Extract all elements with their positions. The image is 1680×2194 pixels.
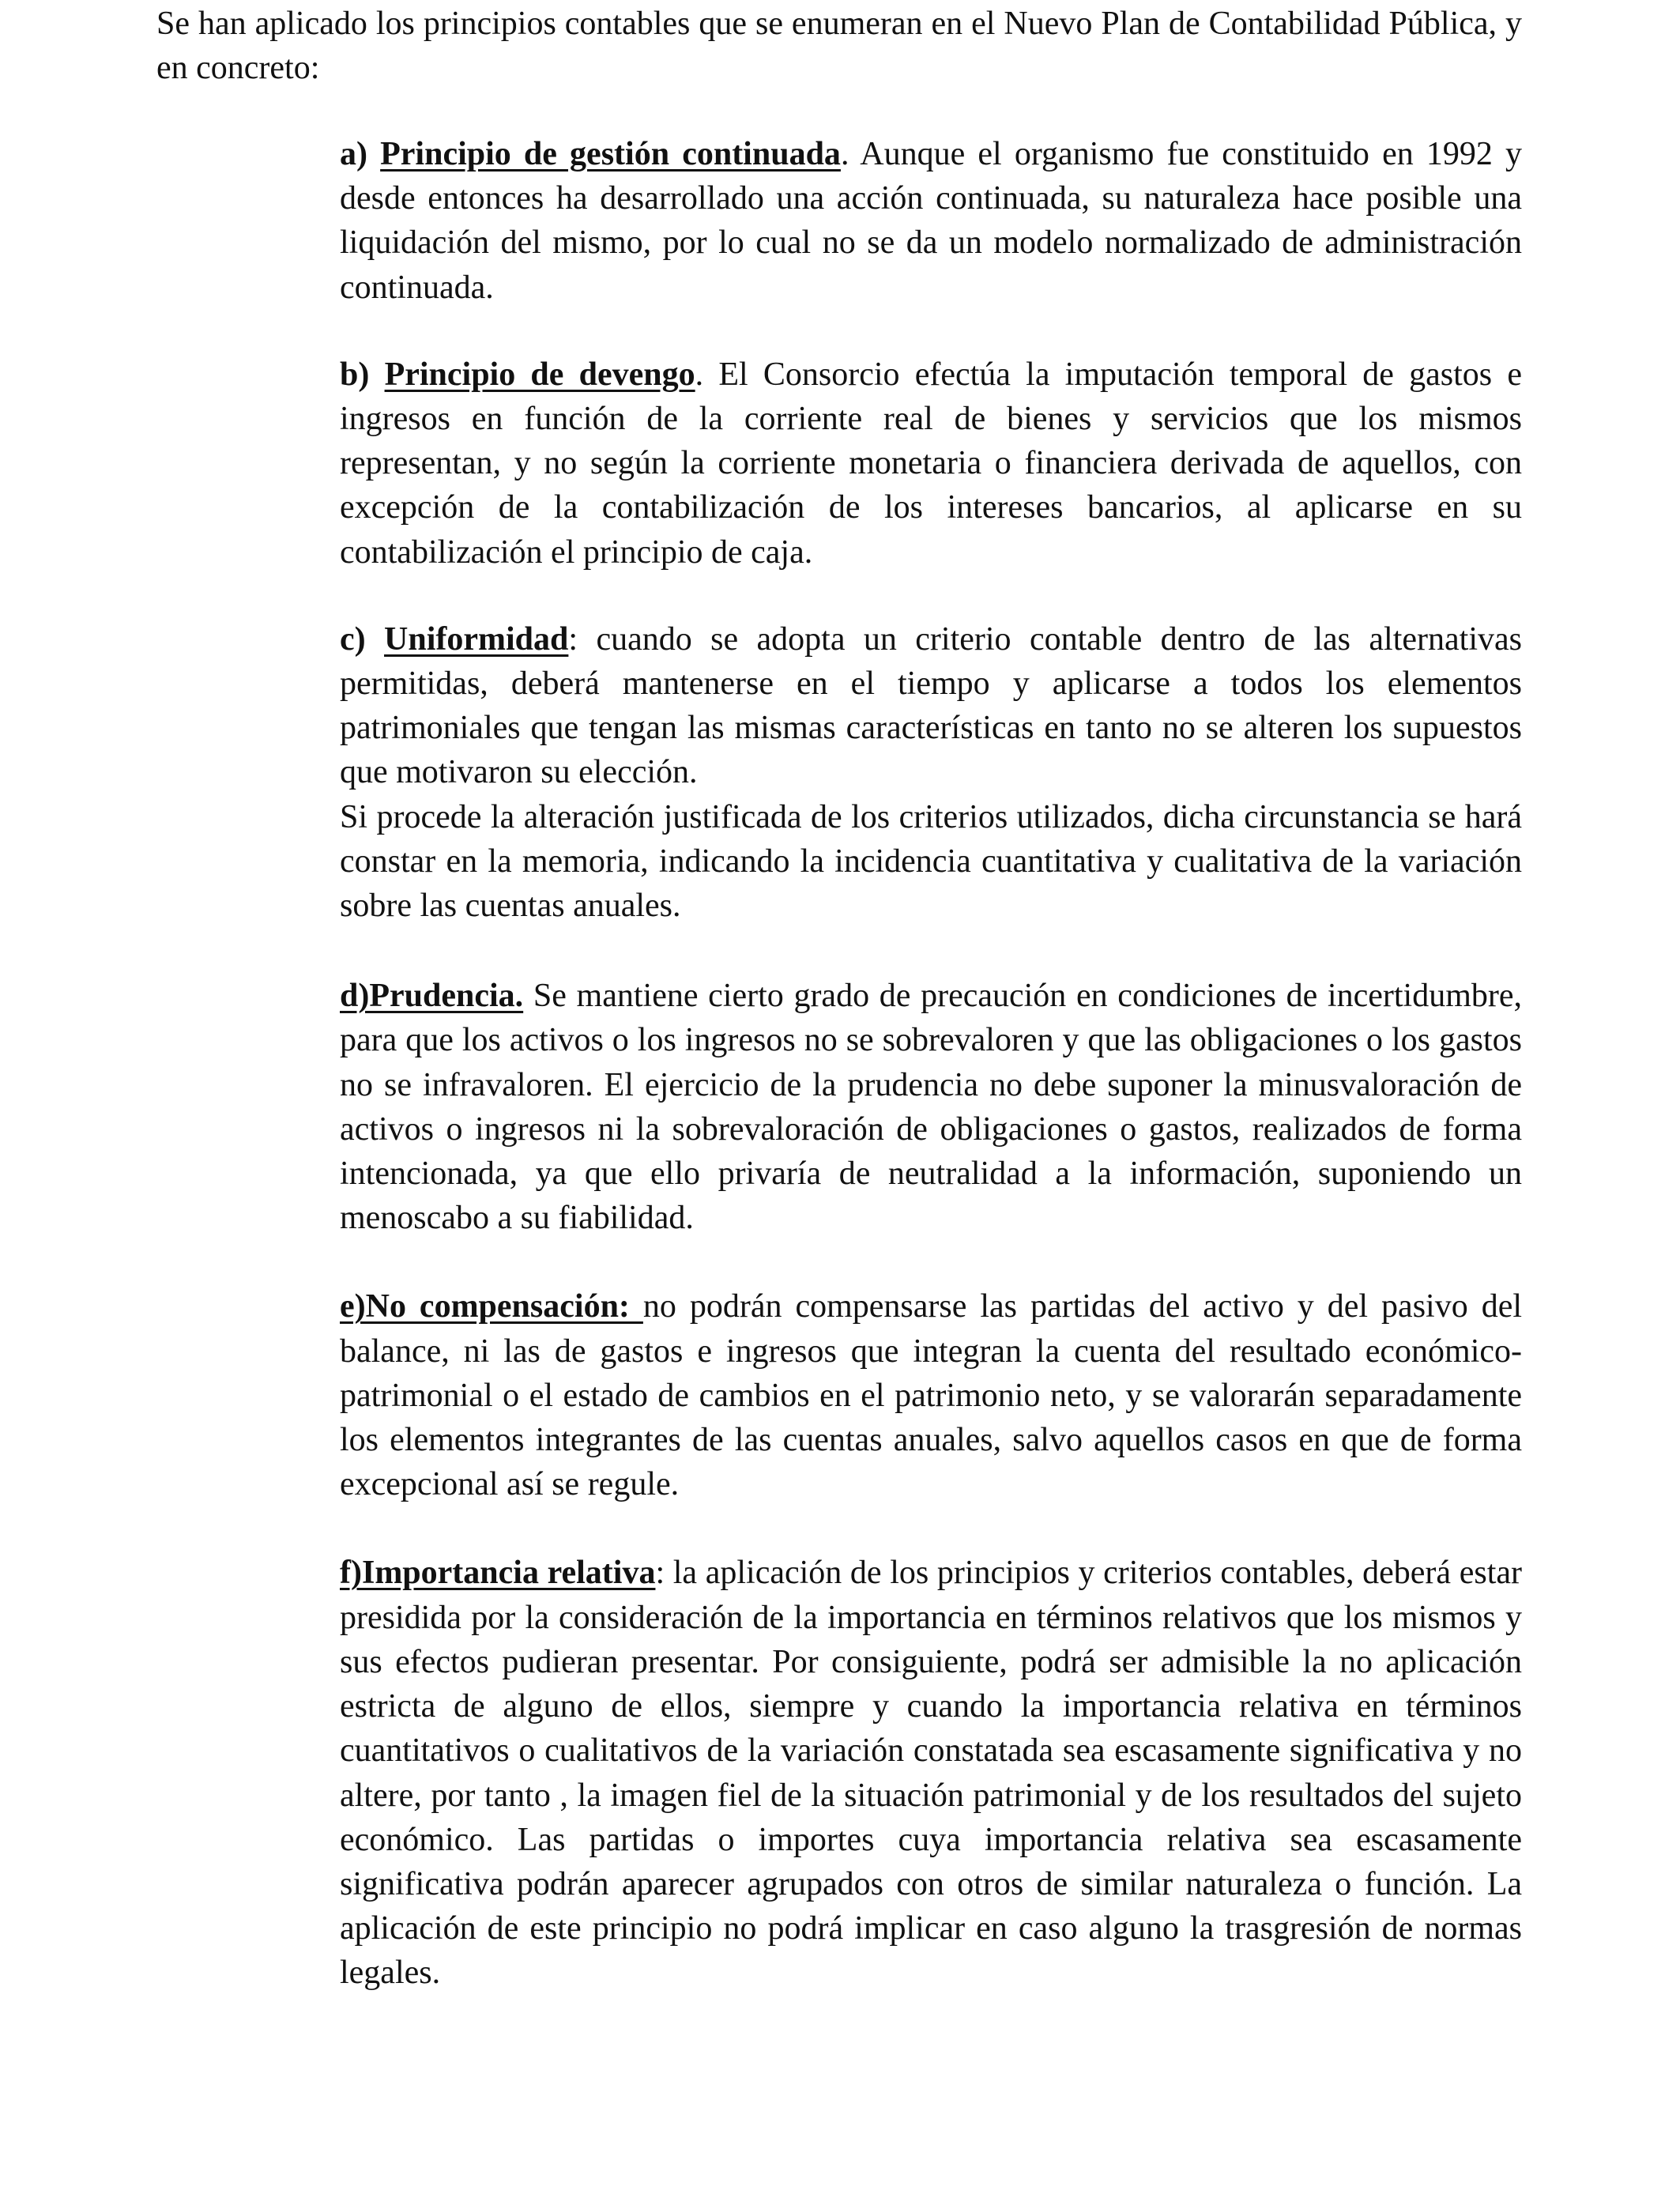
principle-a: [340, 132, 1522, 310]
principle-b-letter: b): [340, 356, 385, 393]
principle-d: [340, 974, 1522, 1240]
principle-c-text: cuando se adopta un criterio contable dentro de las alternativas permitidas, deberá mantenerse en el tiempo y aplicarse a todos los elementos patrimoniales que tengan las mismas características en tanto no se alteren los supuestos que motivaron su elección.: [340, 620, 1522, 791]
principle-d-punct: [523, 978, 533, 1014]
principle-a-title: Principio de gestión continuada: [380, 136, 841, 172]
principle-d-text: Se mantiene cierto grado de precaución en condiciones de incertidumbre, para que los activos o los ingresos no se sobrevaloren y que las obligaciones o los gastos no se infravaloren. El ejercicio de la prudencia no debe suponer la minusvaloración de activos o ingresos ni la sobrevaloración de obligaciones o gastos, realizados de forma intencionada, ya que ello privaría de neutralidad a la información, suponiendo un menoscabo a su fiabilidad.: [340, 978, 1522, 1237]
principle-e: [340, 1284, 1522, 1506]
principle-c-paragraph-2: Si procede la alteración justificada de los criterios utilizados, dicha circunstancia se hará constar en la memoria, indicando la incidencia cuantitativa y cualitativa de la variación sobre las cuentas anuales.: [340, 798, 1522, 925]
principle-d-title: d)Prudencia.: [340, 978, 524, 1015]
principle-b-text: El Consorcio efectúa la imputación temporal de gastos e ingresos en función de la corriente real de bienes y servicios que los mismos representan, y no según la corriente monetaria o financiera derivada de aquellos, con excepción de la contabilización de los intereses bancarios, al aplicarse en su contabilización el principio de caja.: [340, 356, 1522, 571]
principle-f-text: la aplicación de los principios y criterios contables, deberá estar presidida por la consideración de la importancia en términos relativos que los mismos y sus efectos pudieran presentar. Por consiguiente, podrá ser admisible la no aplicación estricta de alguno de ellos, siempre y cuando la importancia relativa en términos cuantitativos o cualitativos de la variación constatada sea escasamente significativa y no altere, por tanto , la imagen fiel de la situación patrimonial y de los resultados del sujeto económico. Las partidas o importes cuya importancia relativa sea escasamente significativa podrán aparecer agrupados con otros de similar naturaleza o función. La aplicación de este principio no podrá implicar en caso alguno la trasgresión de normas legales.: [340, 1555, 1522, 1992]
principle-e-text: no podrán compensarse las partidas del activo y del pasivo del balance, ni las de gastos e ingresos que integran la cuenta del resultado económico-patrimonial o el estado de cambios en el patrimonio neto, y se valorarán separadamente los elementos integrantes de las cuentas anuales, salvo aquellos casos en que de forma excepcional así se regule.: [340, 1288, 1523, 1503]
principle-b-punct: .: [695, 356, 719, 393]
principle-c-punct: :: [568, 620, 597, 658]
principles-list: [340, 132, 1522, 2038]
principle-c-title: Uniformidad: [384, 620, 569, 658]
principle-c-letter: c): [340, 620, 385, 658]
principle-c: [340, 617, 1522, 928]
principle-b: [340, 352, 1522, 575]
principle-a-letter: a): [340, 136, 381, 172]
principle-b-title: Principio de devengo: [384, 356, 695, 393]
principle-e-title: e)No compensación:: [340, 1288, 643, 1325]
principle-f-title: f)Importancia relativa: [340, 1555, 656, 1592]
principle-a-text: Aunque el organismo fue constituido en 1992 y desde entonces ha desarrollado una acción continuada, su naturaleza hace posible una liquidación del mismo, por lo cual no se da un modelo normalizado de administración continuada.: [340, 136, 1522, 306]
principle-c-paragraph-1: [340, 617, 1522, 795]
intro-paragraph: Se han aplicado los principios contables que se enumeran en el Nuevo Plan de Contabilidad Pública, y en concreto:: [156, 6, 1522, 86]
principle-f: [340, 1551, 1522, 1995]
principle-a-punct: .: [840, 136, 861, 172]
principle-f-punct: :: [655, 1555, 673, 1592]
